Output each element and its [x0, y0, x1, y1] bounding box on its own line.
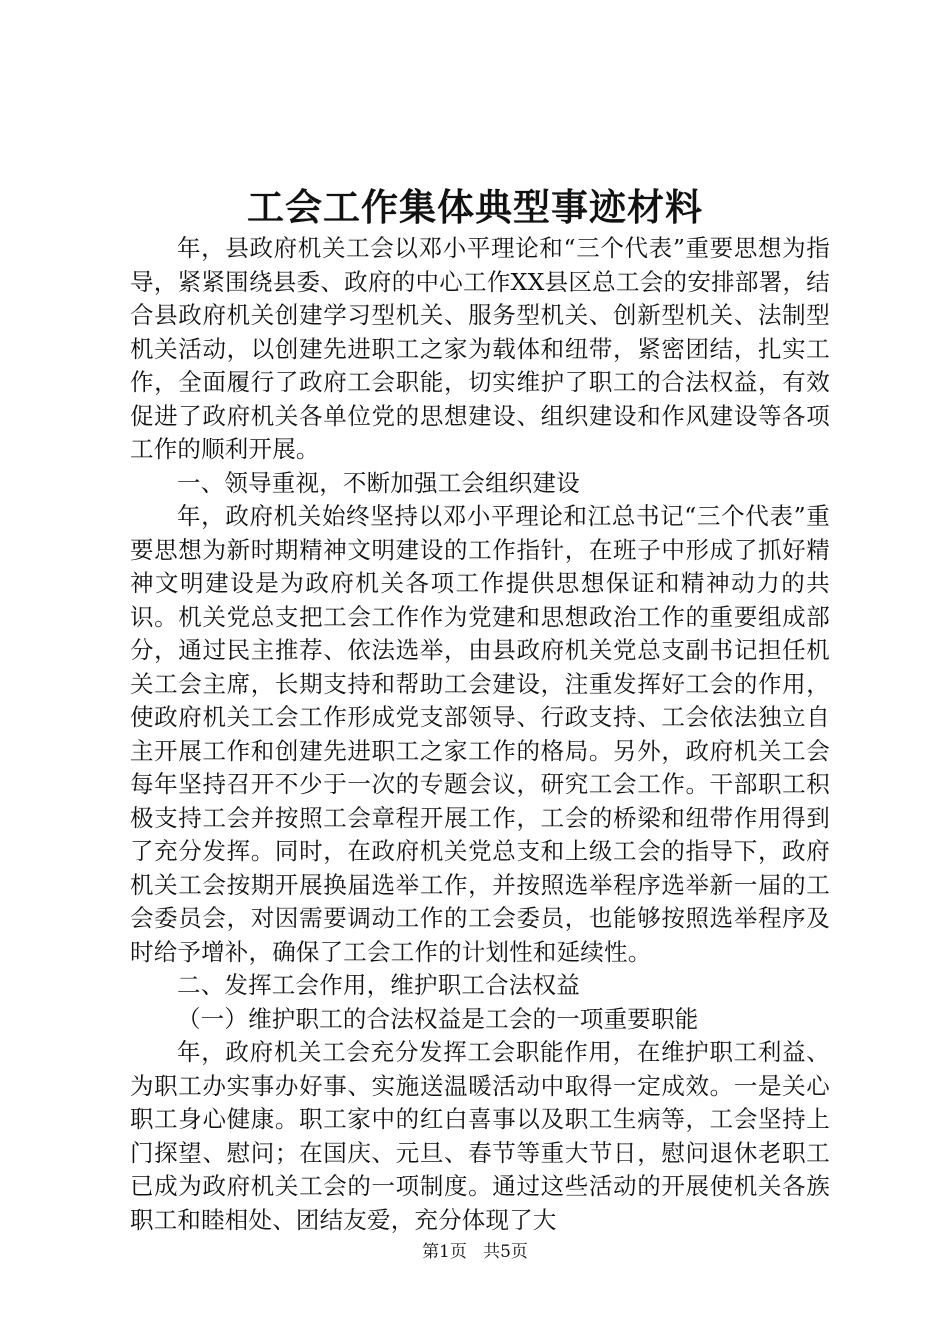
paragraph-intro: 年，县政府机关工会以邓小平理论和“三个代表”重要思想为指导，紧紧围绕县委、政府的中心工作XX县区总工会的安排部署，结合县政府机关创建学习型机关、服务型机关、创新型机关、法制型机关活动，以创建先进职工之家为载体和纽带，紧密团结，扎实工作，全面履行了政府工会职能，切实维护了职工的合法权益，有效促进了政府机关各单位党的思想建设、组织建设和作风建设等各项工作的顺利开展。: [130, 234, 830, 463]
subsection-heading-2-1: （一）维护职工的合法权益是工会的一项重要职能: [177, 1004, 699, 1033]
paragraph-section-1: 年，政府机关始终坚持以邓小平理论和江总书记“三个代表”重要思想为新时期精神文明建设的工作指针，在班子中形成了抓好精神文明建设是为政府机关各项工作提供思想保证和精神动力的共识。机关党总支把工会工作作为党建和思想政治工作的重要组成部分，通过民主推荐、依法选举，由县政府机关党总支副书记担任机关工会主席，长期支持和帮助工会建设，注重发挥好工会的作用，使政府机关工会工作形成党支部领导、行政支持、工会依法独立自主开展工作和创建先进职工之家工作的格局。另外，政府机关工会每年坚持召开不少于一次的专题会议，研究工会工作。干部职工积极支持工会并按照工会章程开展工作，工会的桥梁和纽带作用得到了充分发挥。同时，在政府机关党总支和上级工会的指导下，政府机关工会按期开展换届选举工作，并按照选举程序选举新一届的工会委员会，对因需要调动工作的工会委员，也能够按照选举程序及时给予增补，确保了工会工作的计划性和延续性。: [130, 502, 830, 966]
page-number: 第1页: [422, 1242, 467, 1262]
section-heading-1: 一、领导重视，不断加强工会组织建设: [177, 468, 580, 497]
document-body: [130, 232, 830, 1237]
document-title: 工会工作集体典型事迹材料: [247, 185, 703, 229]
paragraph-section-2-1: 年，政府机关工会充分发挥工会职能作用，在维护职工利益、为职工办实事办好事、实施送温暖活动中取得一定成效。一是关心职工身心健康。职工家中的红白喜事以及职工生病等，工会坚持上门探望、慰问；在国庆、元旦、春节等重大节日，慰问退休老职工已成为政府机关工会的一项制度。通过这些活动的开展使机关各族职工和睦相处、团结友爱，充分体现了大: [130, 1038, 830, 1234]
section-heading-2: 二、发挥工会作用，维护职工合法权益: [177, 971, 580, 999]
page-total: 共5页: [483, 1242, 528, 1262]
page-footer: [0, 1240, 950, 1264]
